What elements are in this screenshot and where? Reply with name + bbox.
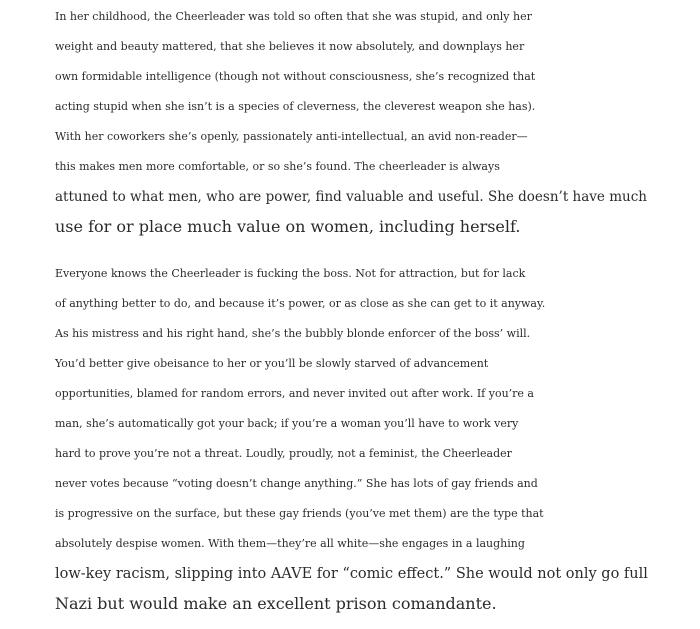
- text-line: use for or place much value on women, including herself.: [55, 217, 521, 236]
- text-line: With her coworkers she’s openly, passionately anti-intellectual, an avid non-reader—: [55, 130, 528, 143]
- paragraph-boss: [55, 259, 648, 619]
- text-line: As his mistress and his right hand, she’s the bubbly blonde enforcer of the boss’ will.: [55, 327, 531, 340]
- text-line: weight and beauty mattered, that she believes it now absolutely, and downplays her: [55, 40, 525, 53]
- text-line: Nazi but would make an excellent prison comandante.: [55, 594, 497, 613]
- text-line: opportunities, blamed for random errors, and never invited out after work. If you’re a: [55, 387, 534, 400]
- text-line: absolutely despise women. With them—they’re all white—she engages in a laughing: [55, 537, 525, 550]
- text-line: hard to prove you’re not a threat. Loudly, proudly, not a feminist, the Cheerleader: [55, 447, 512, 460]
- text-line: never votes because “voting doesn’t change anything.” She has lots of gay friends and: [55, 477, 538, 490]
- text-line: this makes men more comfortable, or so she’s found. The cheerleader is always: [55, 160, 500, 173]
- text-line: low-key racism, slipping into AAVE for “comic effect.” She would not only go full: [55, 566, 648, 582]
- text-line: Everyone knows the Cheerleader is fucking the boss. Not for attraction, but for lack: [55, 267, 526, 280]
- text-line: attuned to what men, who are power, find valuable and useful. She doesn’t have much: [55, 189, 647, 205]
- text-line: of anything better to do, and because it’s power, or as close as she can get to it anyway.: [55, 297, 546, 310]
- text-line: man, she’s automatically got your back; if you’re a woman you’ll have to work very: [55, 417, 519, 430]
- paragraph-childhood: [55, 2, 647, 242]
- text-line: own formidable intelligence (though not without consciousness, she’s recognized that: [55, 70, 536, 83]
- text-line: acting stupid when she isn’t is a species of cleverness, the cleverest weapon she has).: [55, 100, 536, 113]
- text-line: You’d better give obeisance to her or you’ll be slowly starved of advancement: [55, 357, 489, 370]
- text-line: In her childhood, the Cheerleader was told so often that she was stupid, and only her: [55, 10, 532, 23]
- text-line: is progressive on the surface, but these gay friends (you’ve met them) are the type that: [55, 507, 544, 520]
